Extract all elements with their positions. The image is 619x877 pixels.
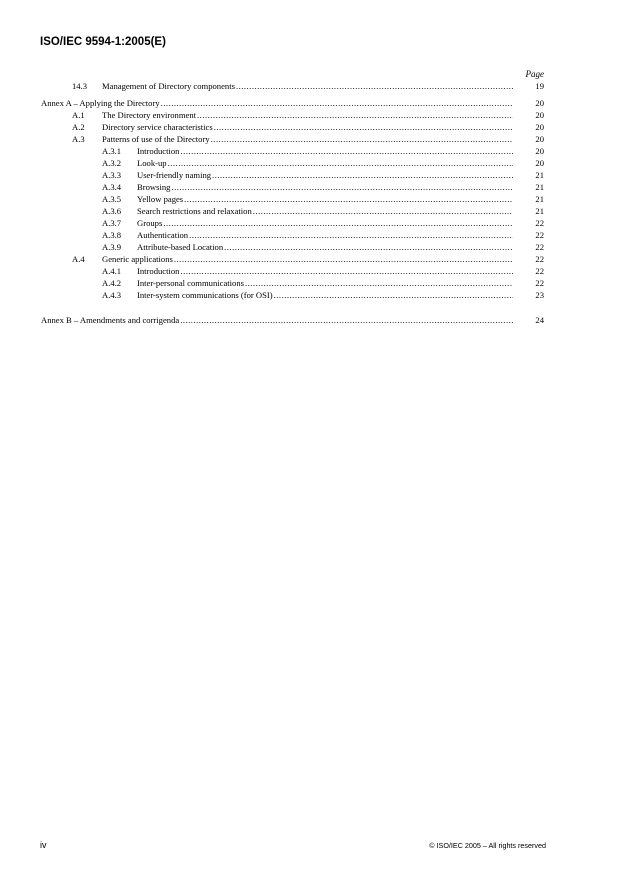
dot-leader xyxy=(236,81,513,92)
toc-page-column-label: Page xyxy=(525,69,544,79)
toc-entry-title: Yellow pages xyxy=(137,194,184,204)
toc-entry-title: The Directory environment xyxy=(102,110,197,120)
toc-entry-number: A.3.7 xyxy=(102,218,122,228)
toc-entry-number: A.4.3 xyxy=(102,290,122,300)
toc-entry-title: Introduction xyxy=(137,266,180,276)
toc-entry xyxy=(102,290,514,301)
document-page: ISO/IEC 9594-1:2005(E) Page 14.3 Management of Directory components ..... 19 Annex A – Applying the Directory ..... 20 A.1 The Directory environment ..... 20 A.2 Directory service characteristics ..... 20 A.3 Patterns of use of the Directory ..... 20 A.3.1 Introduction ..... 20 A.3.2 Look-up ..... 20 A.3.3 User-friendly naming ..... 21 A.3.4 Browsing ..... 21 A.3.5 Yellow pages ..... 21 A.3.6 Search restrictions and relaxation ..... 21 A.3.7 Groups ..... 22 A.3.8 Authentication ..... 22 A.3.9 Attribute-based Location ..... 22 A.4 Generic applications ..... 22 A.4.1 Introduction ..... 22 A.4.2 Inter-personal communications ..... 22 A.4.3 Inter-system communications (for OSI) ..... 23 Annex B – Amendments and corrigenda ..... 24 iv © ISO/IEC 2005 – All rights reserved xyxy=(0,0,619,877)
toc-entry-title: Introduction xyxy=(137,146,180,156)
toc-entry xyxy=(72,122,514,133)
toc-entry-number: A.3.4 xyxy=(102,182,122,192)
dot-leader xyxy=(163,218,513,229)
toc-entry xyxy=(72,254,514,265)
dot-leader xyxy=(197,110,513,121)
toc-entry xyxy=(102,218,514,229)
toc-entry-number: A.2 xyxy=(72,122,85,132)
toc-entry xyxy=(102,170,514,181)
toc-entry-title: Management of Directory components xyxy=(102,81,235,91)
dot-leader xyxy=(180,146,513,157)
toc-entry-title: Annex B – Amendments and corrigenda xyxy=(41,315,180,325)
dot-leader xyxy=(245,278,513,289)
dot-leader xyxy=(189,230,513,241)
toc-entry-title: Attribute-based Location xyxy=(137,242,224,252)
toc-entry-number: A.3 xyxy=(72,134,85,144)
dot-leader xyxy=(168,158,513,169)
toc-entry xyxy=(102,266,514,277)
toc-entry-title: Annex A – Applying the Directory xyxy=(41,98,160,108)
dot-leader xyxy=(171,182,513,193)
dot-leader xyxy=(161,98,513,109)
toc-entry xyxy=(41,98,514,109)
dot-leader xyxy=(274,290,513,301)
toc-entry-number: A.3.8 xyxy=(102,230,122,240)
toc-entry-title: Look-up xyxy=(137,158,167,168)
toc-entry xyxy=(102,230,514,241)
toc-entry-number: A.3.1 xyxy=(102,146,122,156)
toc-entry-title: Browsing xyxy=(137,182,171,192)
toc-entry xyxy=(102,206,514,217)
toc-entry-number: A.3.5 xyxy=(102,194,122,204)
toc-entry xyxy=(102,158,514,169)
dot-leader xyxy=(174,254,513,265)
dot-leader xyxy=(253,206,513,217)
toc-entry xyxy=(102,194,514,205)
dot-leader xyxy=(212,170,513,181)
toc-entry xyxy=(72,110,514,121)
toc-entry-number: A.3.6 xyxy=(102,206,122,216)
toc-entry-title: Inter-system communications (for OSI) xyxy=(137,290,273,300)
toc-entry-title: Generic applications xyxy=(102,254,173,264)
toc-entry-title: Groups xyxy=(137,218,163,228)
toc-entry xyxy=(102,146,514,157)
dot-leader xyxy=(224,242,513,253)
toc-entry-number: A.3.9 xyxy=(102,242,122,252)
dot-leader xyxy=(184,194,513,205)
dot-leader xyxy=(180,266,513,277)
dot-leader xyxy=(180,315,513,326)
toc-entry-number: A.4.2 xyxy=(102,278,122,288)
toc-entry-title: Inter-personal communications xyxy=(137,278,244,288)
dot-leader xyxy=(211,134,513,145)
toc-entry-title: Patterns of use of the Directory xyxy=(102,134,210,144)
toc-entry-number: A.4.1 xyxy=(102,266,122,276)
toc-entry xyxy=(72,134,514,145)
toc-entry xyxy=(102,242,514,253)
copyright-notice: © ISO/IEC 2005 – All rights reserved xyxy=(429,841,546,850)
document-header: ISO/IEC 9594-1:2005(E) xyxy=(40,36,166,48)
toc-entry xyxy=(102,278,514,289)
toc-entry-title: User-friendly naming xyxy=(137,170,212,180)
page-number: iv xyxy=(40,840,47,850)
toc-entry xyxy=(102,182,514,193)
toc-entry-number: A.3.2 xyxy=(102,158,122,168)
dot-leader xyxy=(214,122,513,133)
toc-entry-number: 14.3 xyxy=(72,81,88,91)
toc-entry-title: Directory service characteristics xyxy=(102,122,213,132)
toc-entry-number: A.1 xyxy=(72,110,85,120)
toc-entry-title: Search restrictions and relaxation xyxy=(137,206,252,216)
toc-entry xyxy=(41,315,514,326)
toc-entry-number: A.4 xyxy=(72,254,85,264)
toc-entry xyxy=(72,81,514,92)
toc-entry-title: Authentication xyxy=(137,230,189,240)
toc-entry-number: A.3.3 xyxy=(102,170,122,180)
